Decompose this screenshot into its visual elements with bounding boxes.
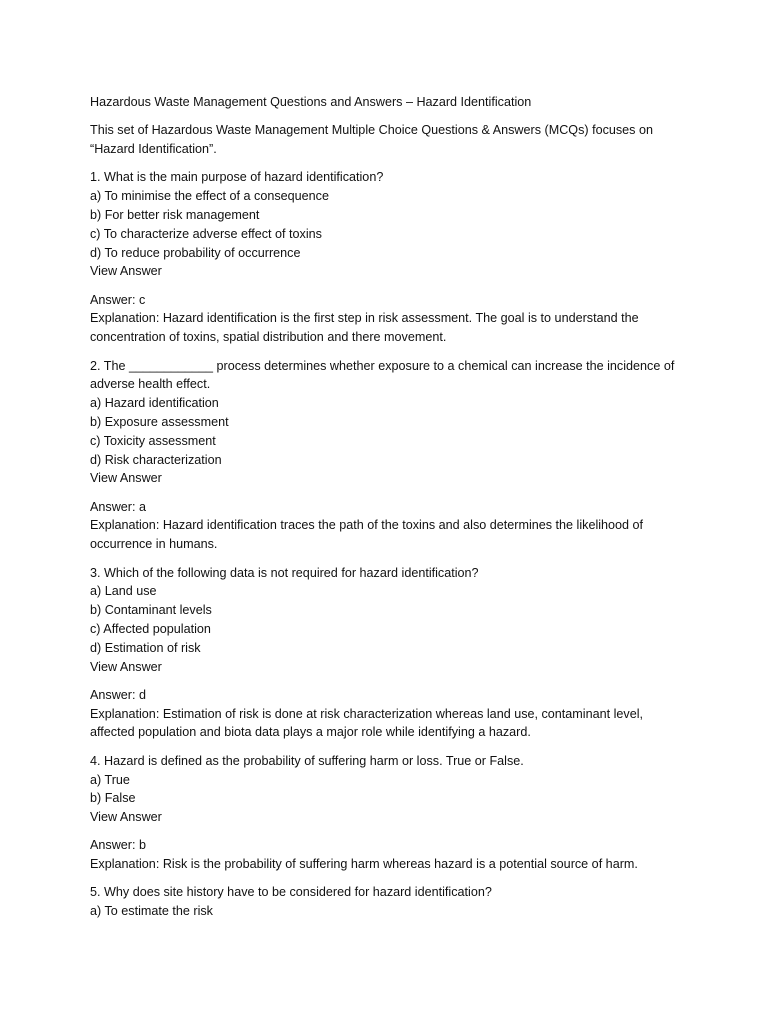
question-block [90, 168, 690, 281]
question-text: 1. What is the main purpose of hazard identification? [90, 170, 384, 185]
answer-option: a) To minimise the effect of a consequence [90, 189, 329, 204]
answer-block [90, 836, 690, 874]
question-block [90, 564, 690, 677]
explanation-text: Explanation: Hazard identification is the first step in risk assessment. The goal is to understand the [90, 311, 639, 326]
view-answer-link[interactable]: View Answer [90, 264, 162, 279]
answer-block [90, 686, 690, 742]
explanation-text: concentration of toxins, spatial distribution and there movement. [90, 330, 447, 345]
answer-block [90, 498, 690, 554]
question-text: 3. Which of the following data is not required for hazard identification? [90, 565, 479, 580]
question-block [90, 883, 690, 921]
explanation-text: Explanation: Hazard identification traces the path of the toxins and also determines the likelihood of [90, 518, 644, 533]
intro-line: This set of Hazardous Waste Management Multiple Choice Questions & Answers (MCQs) focuses on [90, 123, 653, 138]
explanation-text: Explanation: Estimation of risk is done at risk characterization whereas land use, contaminant level, [90, 706, 644, 721]
answer-option: b) False [90, 791, 136, 806]
view-answer-link[interactable]: View Answer [90, 810, 162, 825]
explanation-text: Explanation: Risk is the probability of suffering harm whereas hazard is a potential source of harm. [90, 857, 638, 872]
spacer [90, 554, 690, 564]
spacer [90, 347, 690, 357]
answer-option: b) For better risk management [90, 207, 260, 222]
document-page [90, 93, 690, 921]
answer-key: Answer: a [90, 499, 146, 514]
answer-key: Answer: d [90, 687, 146, 702]
answer-option: d) Estimation of risk [90, 640, 201, 655]
answer-option: b) Contaminant levels [90, 603, 212, 618]
answer-option: a) Hazard identification [90, 396, 219, 411]
question-text: adverse health effect. [90, 377, 211, 392]
answer-option: a) To estimate the risk [90, 904, 213, 919]
answer-key: Answer: b [90, 838, 146, 853]
answer-block [90, 291, 690, 347]
view-answer-link[interactable]: View Answer [90, 659, 162, 674]
spacer [90, 281, 690, 291]
answer-option: d) Risk characterization [90, 452, 222, 467]
answer-option: a) True [90, 772, 130, 787]
spacer [90, 676, 690, 686]
question-text: 4. Hazard is defined as the probability of suffering harm or loss. True or False. [90, 753, 524, 768]
question-block [90, 357, 690, 489]
answer-option: c) To characterize adverse effect of toxins [90, 226, 322, 241]
question-text: 2. The ____________ process determines whether exposure to a chemical can increase the incidence of [90, 358, 675, 373]
spacer [90, 827, 690, 837]
question-block [90, 752, 690, 827]
intro-paragraph [90, 121, 690, 159]
spacer [90, 742, 690, 752]
answer-option: b) Exposure assessment [90, 414, 229, 429]
answer-option: a) Land use [90, 584, 157, 599]
spacer [90, 488, 690, 498]
answer-key: Answer: c [90, 292, 146, 307]
explanation-text: occurrence in humans. [90, 537, 218, 552]
spacer [90, 159, 690, 169]
intro-line: “Hazard Identification”. [90, 142, 217, 157]
answer-option: d) To reduce probability of occurrence [90, 245, 301, 260]
explanation-text: affected population and biota data plays a major role while identifying a hazard. [90, 725, 531, 740]
answer-option: c) Affected population [90, 621, 211, 636]
document-title: Hazardous Waste Management Questions and Answers – Hazard Identification [90, 95, 532, 109]
answer-option: c) Toxicity assessment [90, 433, 216, 448]
spacer [90, 874, 690, 884]
view-answer-link[interactable]: View Answer [90, 471, 162, 486]
question-text: 5. Why does site history have to be considered for hazard identification? [90, 885, 492, 900]
